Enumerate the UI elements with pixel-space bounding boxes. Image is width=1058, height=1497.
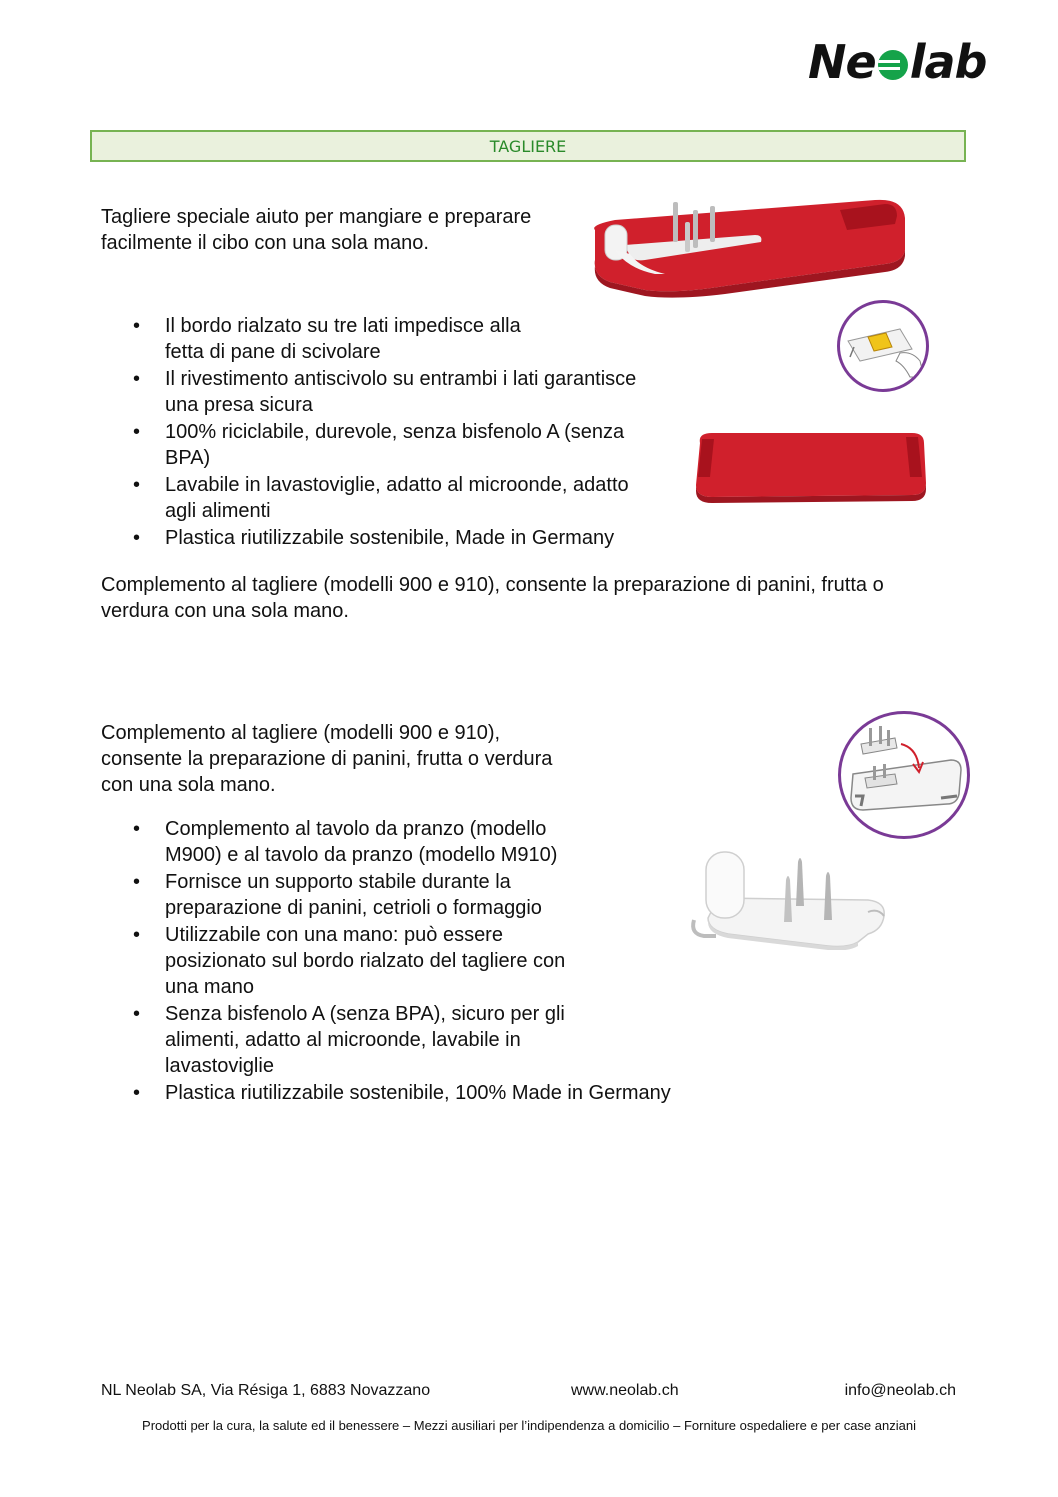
- footer-tagline: Prodotti per la cura, la salute ed il benessere – Mezzi ausiliari per l’indipendenza a domicilio – Forniture ospedaliere e per case anziani: [142, 1418, 916, 1433]
- list-item: • Utilizzabile con una mano: può essere posizionato sul bordo rialzato del tagliere con una mano: [101, 922, 741, 1000]
- holder-mounting-icon: [841, 714, 967, 836]
- list-item: • Fornisce un supporto stabile durante la preparazione di panini, cetrioli o formaggio: [101, 869, 741, 921]
- logo-prefix: Ne: [808, 35, 876, 89]
- list-item: • Complemento al tavolo da pranzo (modello M900) e al tavolo da pranzo (modello M910): [101, 816, 741, 868]
- section2-bullet-list: [101, 816, 741, 1107]
- footer-website[interactable]: www.neolab.ch: [571, 1382, 679, 1399]
- list-item: • Il bordo rialzato su tre lati impedisce alla fetta di pane di scivolare: [101, 313, 701, 365]
- list-item: • Plastica riutilizzabile sostenibile, Made in Germany: [101, 525, 701, 551]
- section2-intro-line: con una sola mano.: [101, 774, 276, 796]
- list-item: • Lavabile in lavastoviglie, adatto al microonde, adatto agli alimenti: [101, 472, 701, 524]
- section1-outro: [101, 572, 981, 624]
- section2-intro-line: consente la preparazione di panini, frutta o verdura: [101, 748, 553, 770]
- section1-intro-line: facilmente il cibo con una sola mano.: [101, 232, 429, 254]
- logo-suffix: lab: [909, 35, 987, 89]
- section1-intro-line: Tagliere speciale aiuto per mangiare e preparare: [101, 206, 532, 228]
- hand-bread-circle-image: [837, 300, 929, 392]
- section2-intro-line: Complemento al tagliere (modelli 900 e 910),: [101, 722, 501, 744]
- footer-address: NL Neolab SA, Via Résiga 1, 6883 Novazzano: [101, 1382, 431, 1399]
- list-item: • Senza bisfenolo A (senza BPA), sicuro per gli alimenti, adatto al microonde, lavabile in lavastoviglie: [101, 1001, 741, 1079]
- holder-mounting-circle-image: [838, 711, 970, 839]
- list-item: • Plastica riutilizzabile sostenibile, 100% Made in Germany: [101, 1080, 741, 1106]
- logo-o-icon: [878, 50, 908, 80]
- red-cutting-board-image: [690, 425, 930, 505]
- neolab-logo: [808, 34, 1008, 94]
- cutting-board-with-holder-image: [585, 190, 910, 300]
- page-title: TAGLIERE: [90, 130, 966, 162]
- section1-outro-line: Complemento al tagliere (modelli 900 e 910), consente la preparazione di panini, frutta o: [101, 574, 884, 596]
- section2-intro: [101, 720, 621, 798]
- hand-bread-icon: [840, 303, 926, 389]
- section1-bullet-list: [101, 313, 701, 552]
- section1-outro-line: verdura con una sola mano.: [101, 600, 349, 622]
- section1-intro: [101, 204, 581, 256]
- footer-email[interactable]: info@neolab.ch: [844, 1382, 956, 1399]
- list-item: • 100% riciclabile, durevole, senza bisfenolo A (senza BPA): [101, 419, 701, 471]
- list-item: • Il rivestimento antiscivolo su entrambi i lati garantisce una presa sicura: [101, 366, 701, 418]
